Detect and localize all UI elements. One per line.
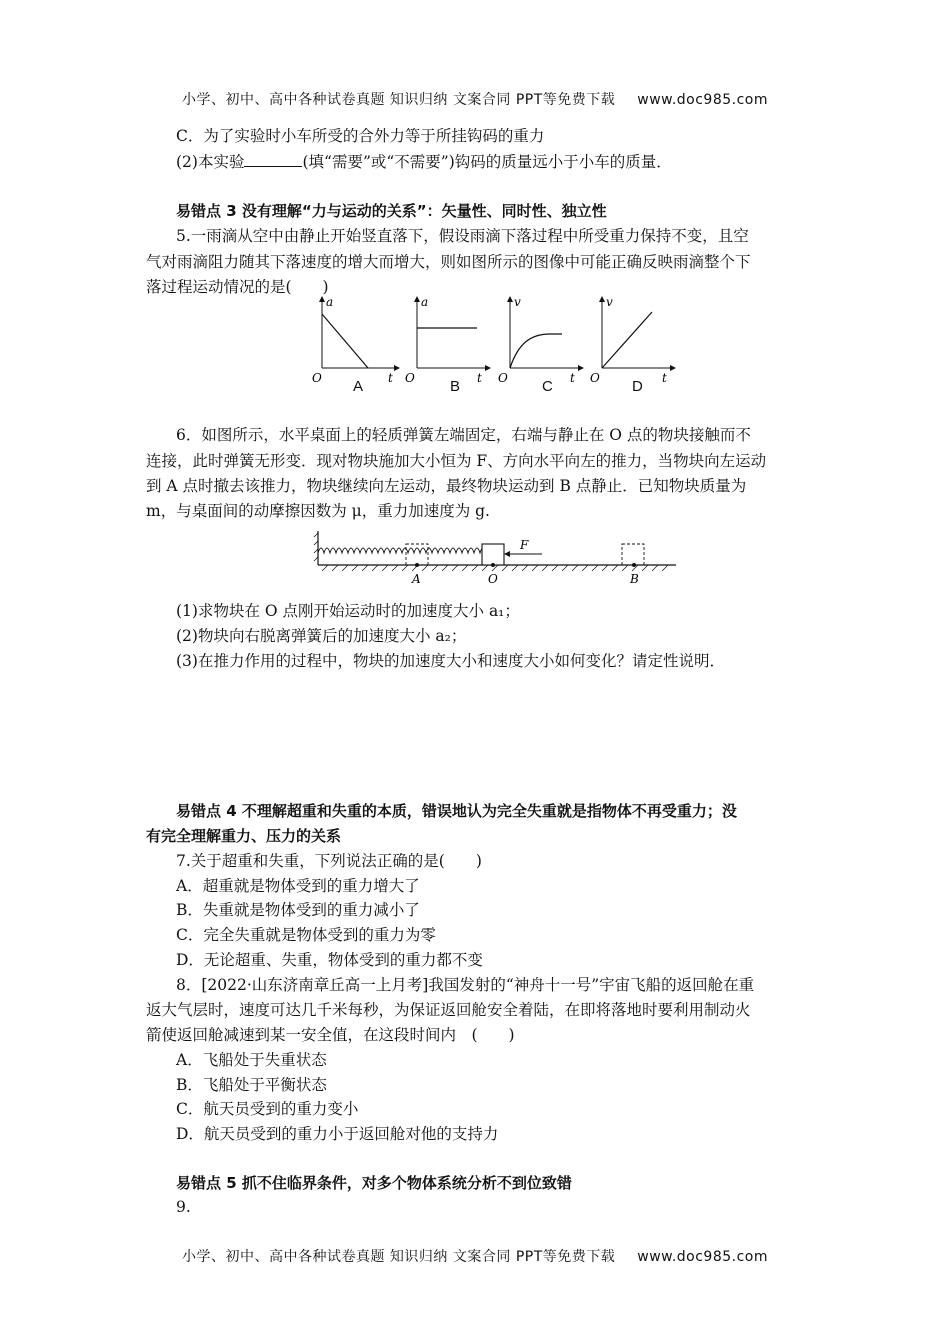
graph-a-xaxis: t [388, 371, 393, 385]
error-point-4-line2: 有完全理解重力、压力的关系 [146, 827, 342, 845]
graph-b-xaxis: t [477, 371, 482, 385]
graph-d [588, 295, 678, 385]
graph-b-yaxis: a [421, 295, 429, 309]
footer-text: 小学、初中、高中各种试卷真题 知识归纳 文案合同 PPT等免费下载 [181, 1249, 616, 1265]
q7-option-b: B．失重就是物体受到的重力减小了 [176, 901, 420, 919]
q6-sub2: (2)物块向右脱离弹簧后的加速度大小 a₂； [176, 627, 467, 645]
graph-d-label: D [632, 378, 643, 395]
q7-option-d: D．无论超重、失重，物体受到的重力都不变 [176, 951, 483, 969]
q6-line3: 到 A 点时撤去该推力，物块继续向左运动，最终物块运动到 B 点静止．已知物块质量为 [146, 477, 747, 495]
graph-a [308, 295, 398, 385]
graph-c [496, 295, 586, 385]
q6-sub3: (3)在推力作用的过程中，物块的加速度大小和速度大小如何变化？请定性说明． [176, 652, 725, 670]
option-c: C．为了实验时小车所受的合外力等于所挂钩码的重力 [176, 127, 545, 145]
graph-a-origin: O [312, 371, 322, 385]
graph-d-xaxis: t [662, 371, 667, 385]
q7-option-a: A．超重就是物体受到的重力增大了 [176, 877, 420, 895]
graph-b [403, 295, 493, 385]
point-a: A [412, 572, 421, 586]
graph-c-label: C [542, 378, 553, 395]
graph-c-yaxis: v [514, 295, 521, 309]
header-text: 小学、初中、高中各种试卷真题 知识归纳 文案合同 PPT等免费下载 [181, 92, 616, 108]
q8-line3: 箭使返回舱减速到某一安全值，在这段时间内 ( ) [146, 1026, 515, 1044]
q9-stem: 9. [176, 1198, 191, 1216]
error-point-5: 易错点 5 抓不住临界条件，对多个物体系统分析不到位致错 [176, 1174, 572, 1192]
q7-option-c: C．完全失重就是物体受到的重力为零 [176, 926, 436, 944]
force-label: F [520, 538, 529, 552]
graph-b-origin: O [405, 371, 415, 385]
graph-a-label: A [353, 378, 364, 395]
answer-blank [244, 152, 302, 167]
q7-stem: 7.关于超重和失重，下列说法正确的是( ) [176, 852, 482, 870]
error-point-4-line1: 易错点 4 不理解超重和失重的本质，错误地认为完全失重就是指物体不再受重力；没 [176, 802, 737, 820]
q2-text-a: (2)本实验 [176, 153, 245, 171]
footer-site: www.doc985.com [637, 1249, 769, 1265]
q8-line1: 8．[2022·山东济南章丘高一上月考]我国发射的“神舟十一号”宇宙飞船的返回舱在重 [176, 976, 755, 994]
graph-b-label: B [450, 378, 461, 395]
spring-figure [314, 527, 676, 589]
graph-d-yaxis: v [606, 295, 613, 309]
graph-d-origin: O [590, 371, 600, 385]
question-2 [176, 152, 672, 172]
page-header [0, 89, 950, 109]
q6-line4: m，与桌面间的动摩擦因数为 μ，重力加速度为 g. [146, 502, 490, 520]
q5-line1: 5.一雨滴从空中由静止开始竖直落下，假设雨滴下落过程中所受重力保持不变，且空 [176, 227, 749, 245]
q2-text-b: (填“需要”或“不需要”)钩码的质量远小于小车的质量． [302, 153, 672, 171]
q5-line2: 气对雨滴阻力随其下落速度的增大而增大，则如图所示的图像中可能正确反映雨滴整个下 [146, 253, 751, 271]
q8-option-b: B．飞船处于平衡状态 [176, 1076, 327, 1094]
page-footer [0, 1246, 950, 1266]
header-site: www.doc985.com [637, 92, 769, 108]
q8-option-d: D．航天员受到的重力小于返回舱对他的支持力 [176, 1125, 499, 1143]
point-o: O [488, 572, 498, 586]
q8-option-c: C．航天员受到的重力变小 [176, 1100, 359, 1118]
graph-c-origin: O [498, 371, 508, 385]
q6-sub1: (1)求物块在 O 点刚开始运动时的加速度大小 a₁； [176, 602, 520, 620]
q5-line3: 落过程运动情况的是( ) [146, 278, 329, 296]
error-point-3: 易错点 3 没有理解“力与运动的关系”：矢量性、同时性、独立性 [176, 202, 607, 220]
q8-option-a: A．飞船处于失重状态 [176, 1051, 327, 1069]
point-b: B [630, 572, 639, 586]
graph-a-yaxis: a [326, 295, 334, 309]
graph-c-xaxis: t [570, 371, 575, 385]
q6-line1: 6．如图所示，水平桌面上的轻质弹簧左端固定，右端与静止在 O 点的物块接触而不 [176, 426, 751, 444]
q8-line2: 返大气层时，速度可达几千米每秒，为保证返回舱安全着陆，在即将落地时要利用制动火 [146, 1001, 751, 1019]
q6-line2: 连接，此时弹簧无形变．现对物块施加大小恒为 F、方向水平向左的推力，当物块向左运动 [146, 452, 767, 470]
